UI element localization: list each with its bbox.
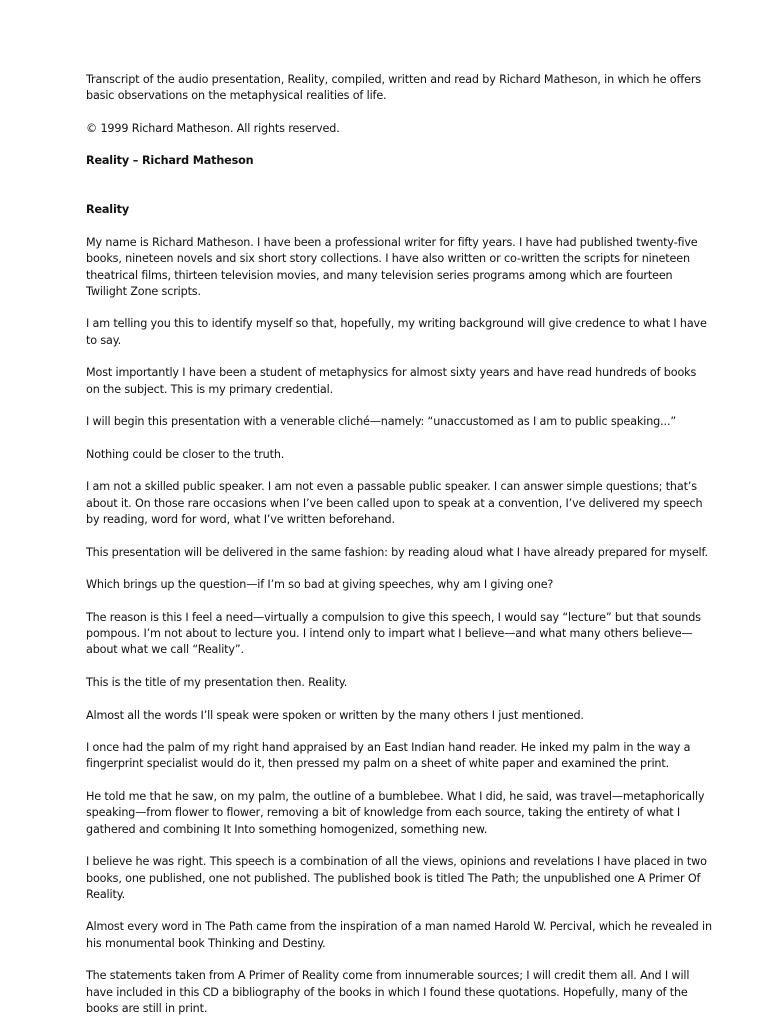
intro-paragraph: Transcript of the audio presentation, Reality, compiled, written and read by Richard Matheson, in which he offers basic observations on the metaphysical realities of life. <box>86 73 701 103</box>
body-paragraph: I am telling you this to identify myself so that, hopefully, my writing background will give credence to what I have to say. <box>86 317 707 347</box>
body-paragraph: Almost every word in The Path came from the inspiration of a man named Harold W. Percival, which he revealed in his monumental book Thinking and Destiny. <box>86 920 712 950</box>
copyright-notice: © 1999 Richard Matheson. All rights reserved. <box>86 121 340 135</box>
section-heading: Reality <box>86 203 130 217</box>
body-paragraph: He told me that he saw, on my palm, the outline of a bumblebee. What I did, he said, was travel—metaphorically speaking—from flower to flower, removing a bit of knowledge from each source, taking the entirety of what I gathered and combining It Into something homogenized, something new. <box>86 790 705 836</box>
body-paragraph: Which brings up the question—if I’m so bad at giving speeches, why am I giving one? <box>86 578 554 592</box>
body-paragraph: The statements taken from A Primer of Reality come from innumerable sources; I will credit them all. And I will have included in this CD a bibliography of the books in which I found these quotations. Hopefully, many of the books are still in print. <box>86 969 690 1015</box>
body-paragraph: The reason is this I feel a need—virtually a compulsion to give this speech, I would say “lecture” but that sounds pompous. I’m not about to lecture you. I intend only to impart what I believe—and what many others believe—about what we call “Reality”. <box>86 610 701 657</box>
body-paragraph: This is the title of my presentation then. Reality. <box>86 675 348 689</box>
body-paragraph: I am not a skilled public speaker. I am not even a passable public speaker. I can answer simple questions; that’s about it. On those rare occasions when I’ve been called upon to speak at a convention, I’ve delivered my speech by reading, word for word, what I’ve written beforehand. <box>86 480 703 527</box>
document-title: Reality – Richard Matheson <box>86 154 254 168</box>
document-page <box>86 72 712 1034</box>
body-paragraph: My name is Richard Matheson. I have been a professional writer for fifty years. I have had published twenty-five books, nineteen novels and six short story collections. I have also written or co-written the scripts for nineteen theatrical films, thirteen television movies, and many television series programs among which are fourteen Twilight Zone scripts. <box>86 235 698 298</box>
body-paragraph: This presentation will be delivered in the same fashion: by reading aloud what I have already prepared for myself. <box>86 545 708 559</box>
body-paragraph: Most importantly I have been a student of metaphysics for almost sixty years and have read hundreds of books on the subject. This is my primary credential. <box>86 366 697 396</box>
body-paragraph: I believe he was right. This speech is a combination of all the views, opinions and revelations I have placed in two books, one published, one not published. The published book is titled The Path; the unpublished one A Primer Of Reality. <box>86 855 707 901</box>
blank-line <box>86 186 712 202</box>
body-paragraph: Nothing could be closer to the truth. <box>86 447 285 461</box>
body-paragraph: I once had the palm of my right hand appraised by an East Indian hand reader. He inked my palm in the way a fingerprint specialist would do it, then pressed my palm on a sheet of white paper and examined the print. <box>86 741 691 771</box>
body-paragraph: Almost all the words I’ll speak were spoken or written by the many others I just mentioned. <box>86 708 584 722</box>
body-paragraph: I will begin this presentation with a venerable cliché—namely: “unaccustomed as I am to public speaking...” <box>86 415 676 429</box>
